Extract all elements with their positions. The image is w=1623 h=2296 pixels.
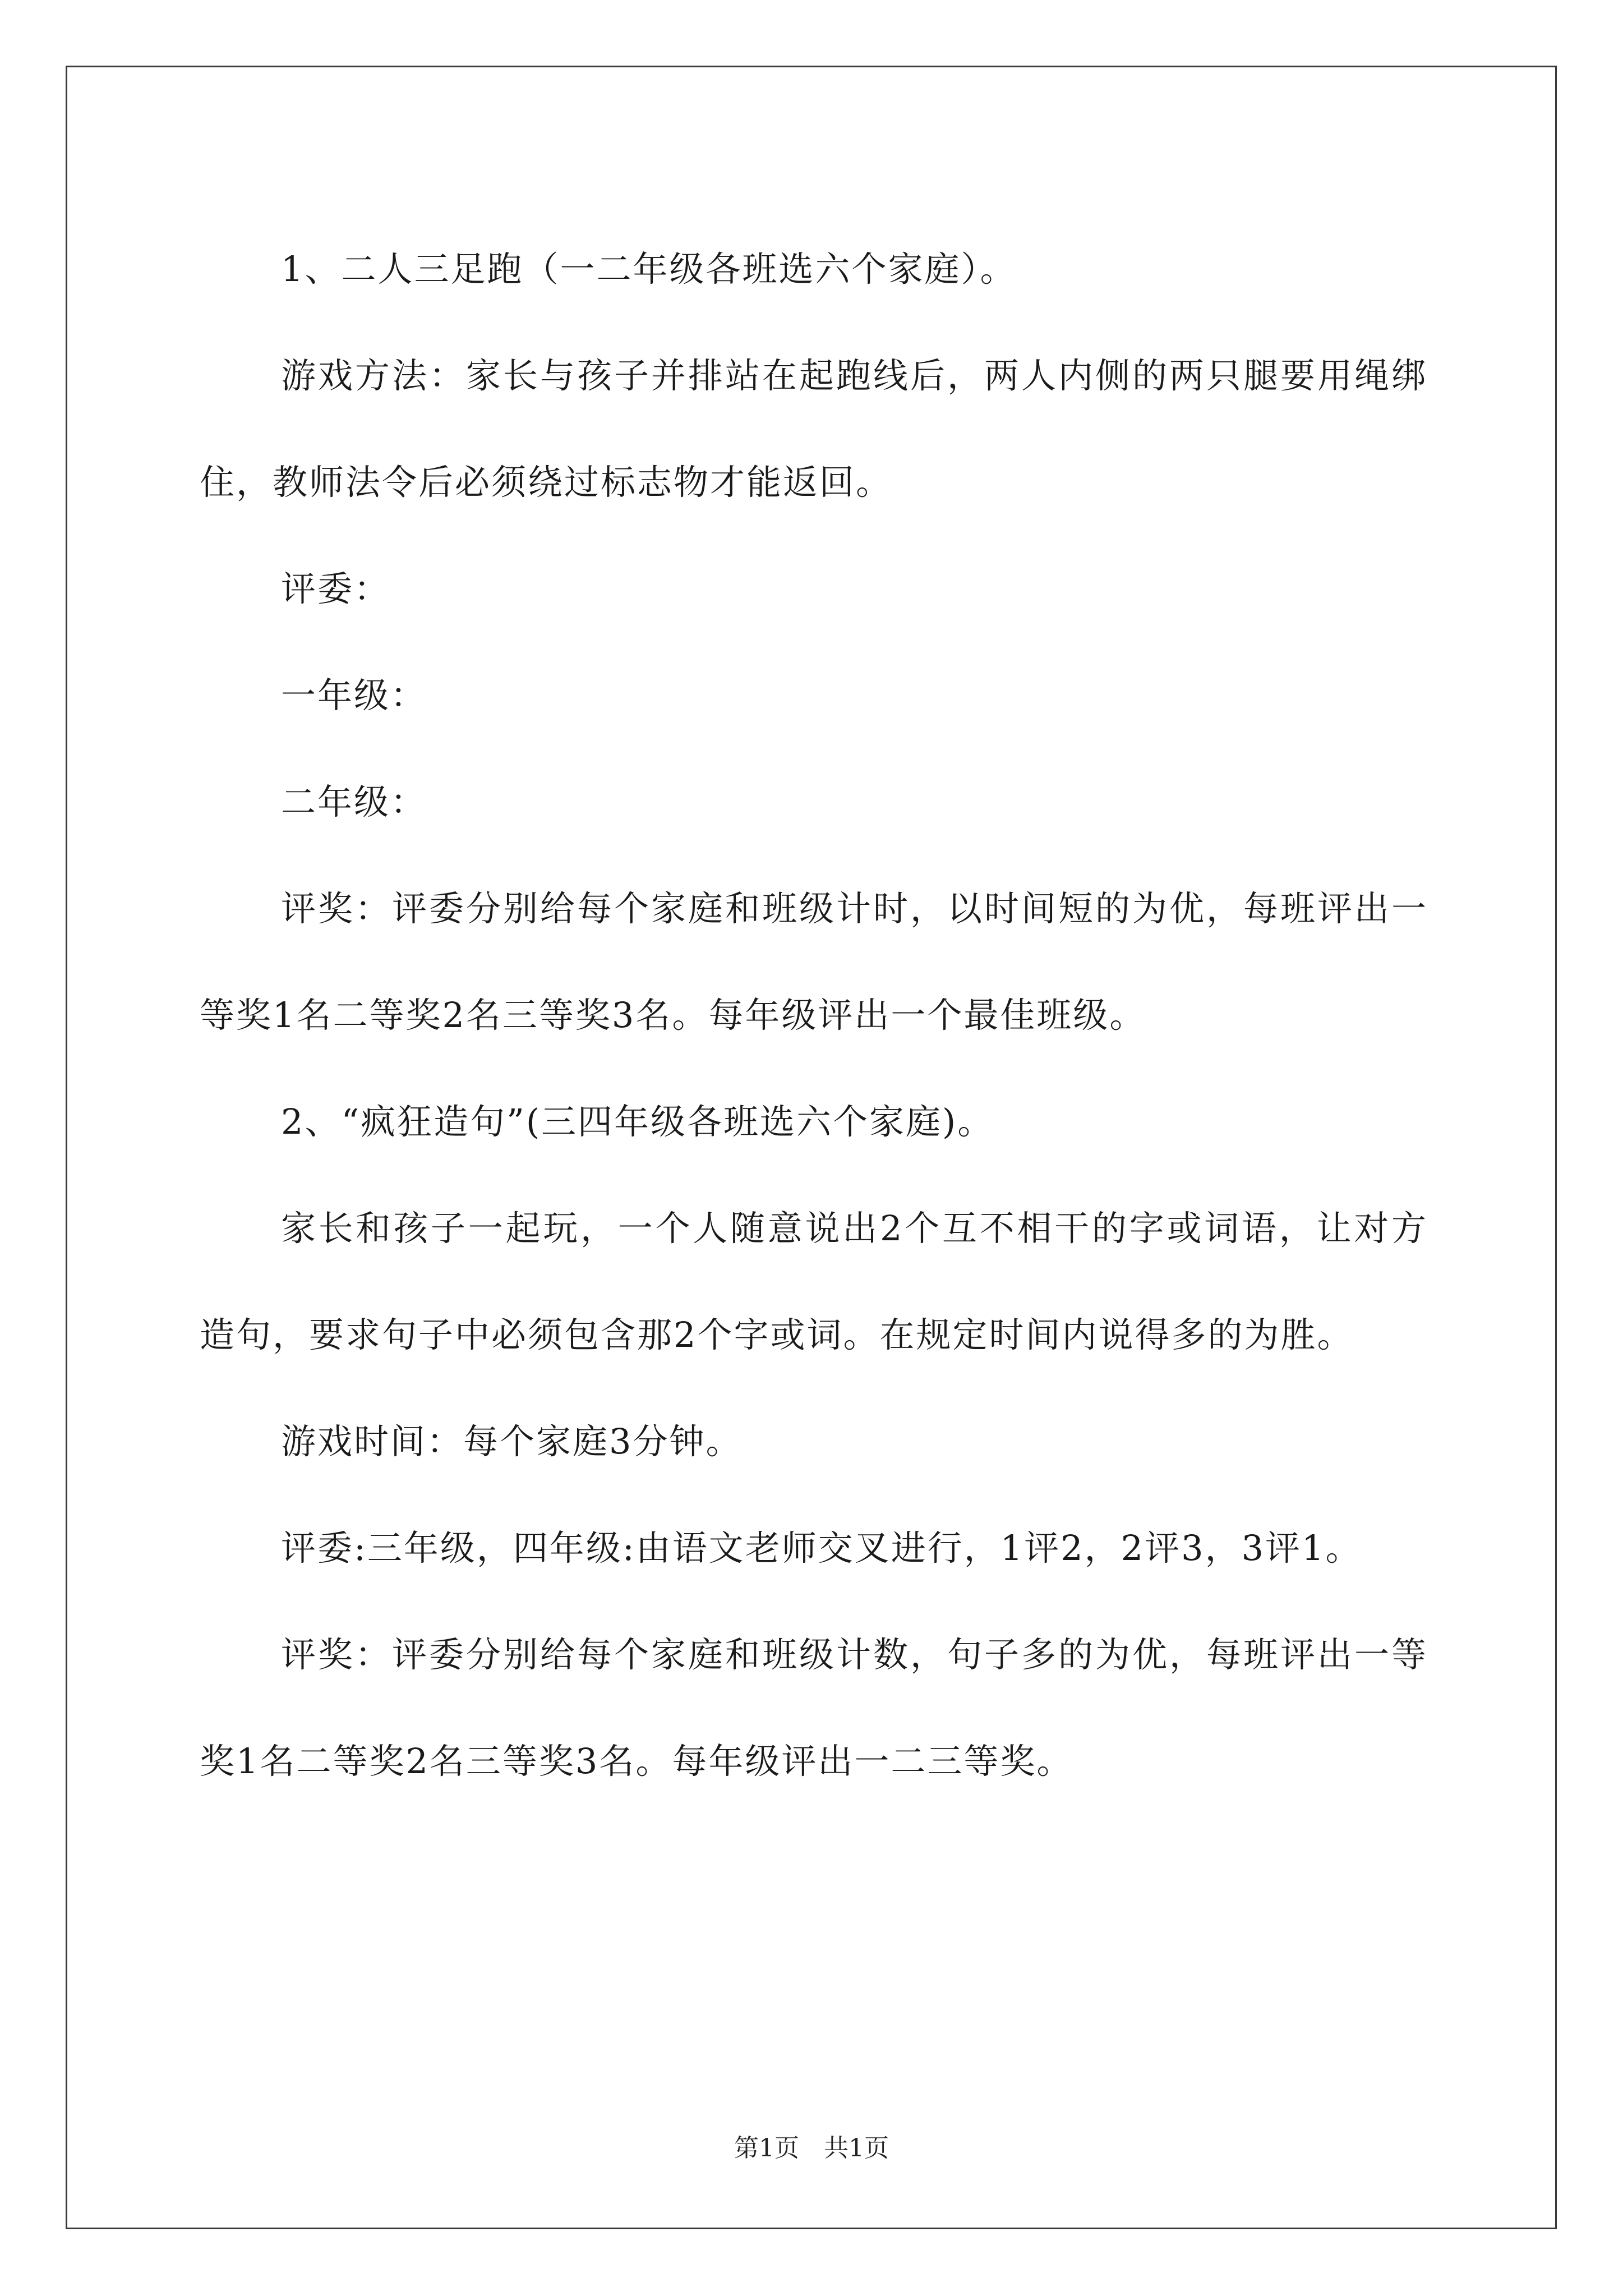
paragraph-10: 评委:三年级，四年级:由语文老师交叉进行，1评2，2评3，3评1。 (281, 1527, 1362, 1568)
paragraph-9: 游戏时间：每个家庭3分钟。 (281, 1421, 743, 1462)
document-body (200, 216, 1428, 1815)
paragraph-4: 一年级： (281, 675, 427, 716)
paragraph-2: 游戏方法：家长与孩子并排站在起跑线后，两人内侧的两只腿要用绳绑住，教师法令后必须绕过标志物才能返回。 (200, 355, 1428, 503)
paragraph-8: 家长和孩子一起玩，一个人随意说出2个互不相干的字或词语，让对方造句，要求句子中必须包含那2个字或词。在规定时间内说得多的为胜。 (200, 1208, 1428, 1355)
paragraph-7: 2、“疯狂造句”(三四年级各班选六个家庭)。 (281, 1101, 994, 1142)
paragraph-3: 评委： (281, 568, 391, 609)
paragraph-6: 评奖：评委分别给每个家庭和班级计时，以时间短的为优，每班评出一等奖1名二等奖2名三等奖3名。每年级评出一个最佳班级。 (200, 888, 1428, 1036)
paragraph-1: 1、二人三足跑（一二年级各班选六个家庭）。 (281, 249, 1017, 289)
page-footer: 第1页 共1页 (734, 2134, 889, 2162)
paragraph-5: 二年级： (281, 781, 427, 822)
paragraph-11: 评奖：评委分别给每个家庭和班级计数，句子多的为优，每班评出一等奖1名二等奖2名三等奖3名。每年级评出一二三等奖。 (200, 1634, 1428, 1782)
